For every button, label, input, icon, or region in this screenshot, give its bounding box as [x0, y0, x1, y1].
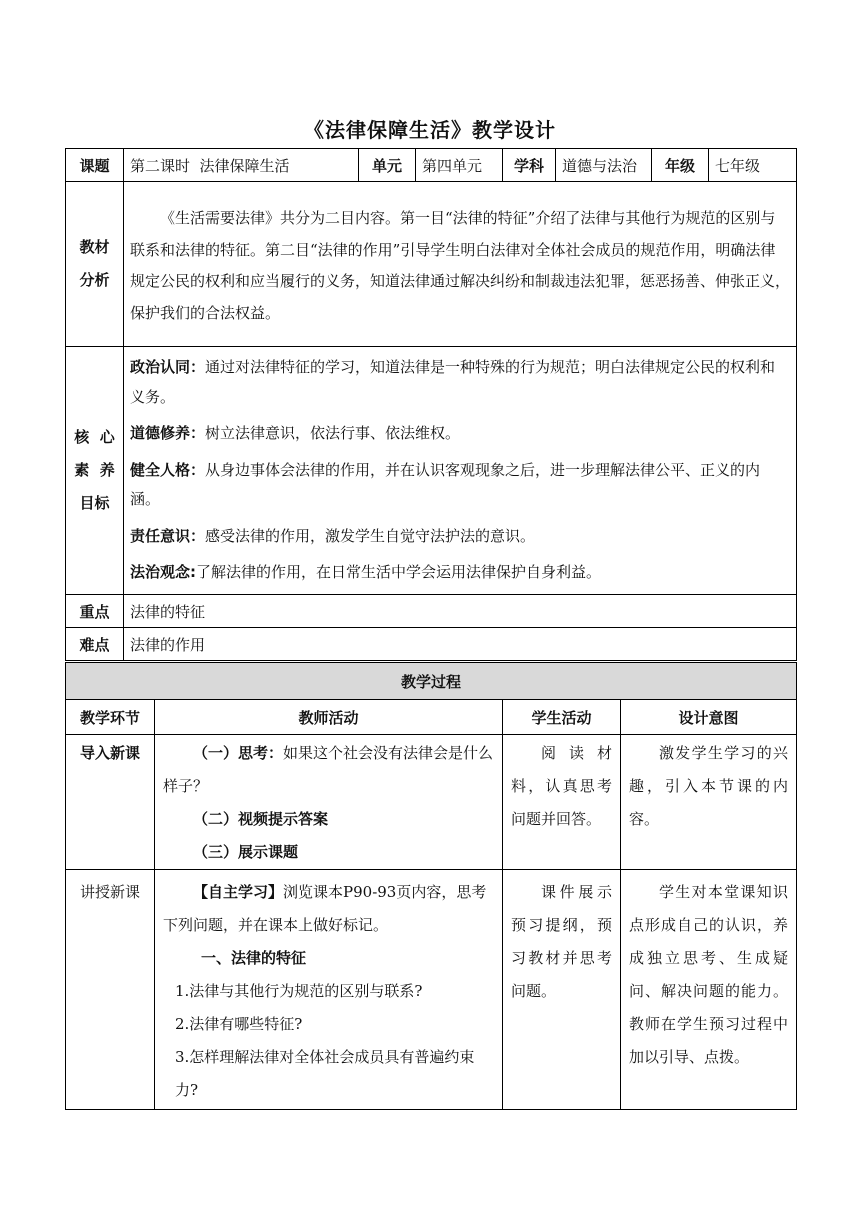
goal-item	[130, 353, 790, 412]
key-point-label: 重点	[66, 595, 124, 628]
grade-label: 年级	[652, 149, 709, 182]
goals-label	[66, 347, 124, 595]
column-header-student: 学生活动	[503, 700, 621, 735]
design-intent-new-lesson: 学生对本堂课知识点形成自己的认识，养成独立思考、生成疑问、解决问题的能力。教师在学生预习过程中加以引导、点拨。	[621, 870, 797, 1110]
section-heading: 一、法律的特征	[201, 949, 307, 967]
goal-key: 责任意识：	[130, 526, 206, 545]
process-columns-row	[66, 700, 797, 735]
key-point-value: 法律的特征	[124, 595, 797, 628]
goal-item	[130, 456, 790, 515]
question-item: 1.法律与其他行为规范的区别与联系?	[175, 982, 423, 1000]
process-heading-row	[66, 663, 797, 700]
teacher-activity-new-lesson	[155, 870, 503, 1110]
goal-text: 从身边事体会法律的作用，并在认识客观现象之后，进一步理解法律公平、正义的内涵。	[130, 460, 761, 509]
goal-item	[130, 558, 790, 588]
goal-text: 感受法律的作用，激发学生自觉守法护法的意识。	[205, 526, 536, 545]
goal-text: 了解法律的作用，在日常生活中学会运用法律保护自身利益。	[196, 563, 602, 582]
column-header-stage: 教学环节	[66, 700, 155, 735]
header-row	[66, 149, 797, 182]
key-point-row	[66, 595, 797, 628]
question-item: 3.怎样理解法律对全体社会成员具有普遍约束力?	[175, 1048, 475, 1099]
stage-new-lesson: 讲授新课	[66, 870, 155, 1110]
goal-key: 道德修养：	[130, 424, 206, 443]
difficulty-value: 法律的作用	[124, 628, 797, 661]
analysis-label-line1: 教材	[79, 238, 110, 256]
analysis-label	[66, 182, 124, 347]
analysis-label-line2: 分析	[79, 271, 110, 289]
teaching-process-table	[65, 662, 797, 1110]
goal-item	[130, 522, 790, 552]
analysis-text: 《生活需要法律》共分为二目内容。第一目“法律的特征”介绍了法律与其他行为规范的区别与联系和法律的特征。第二目“法律的作用”引导学生明白法律对全体社会成员的规范作用，明确法律规定公民的权利和应当履行的义务，知道法律通过解决纠纷和制裁违法犯罪，惩恶扬善、伸张正义，保护我们的合法权益。	[130, 209, 791, 322]
self-study-text: 浏览课本P90-93页内容，思考下列问题，并在课本上做好标记。	[163, 883, 487, 934]
teacher-item-text: 如果这个社会没有法律会是什么样子？	[163, 744, 494, 795]
subject-label: 学科	[503, 149, 556, 182]
column-header-teacher: 教师活动	[155, 700, 503, 735]
goal-text: 通过对法律特征的学习，知道法律是一种特殊的行为规范；明白法律规定公民的权利和义务。	[130, 358, 776, 406]
student-activity-intro: 阅读材料，认真思考问题并回答。	[503, 735, 621, 870]
analysis-cell	[124, 182, 797, 347]
process-row-new-lesson	[66, 870, 797, 1110]
document-title: 《法律保障生活》教学设计	[304, 118, 556, 142]
difficulty-label: 难点	[66, 628, 124, 661]
goal-key: 法治观念:	[130, 563, 196, 582]
teacher-item-heading: （一）思考：	[193, 744, 284, 762]
question-item: 2.法律有哪些特征?	[175, 1015, 303, 1033]
process-heading: 教学过程	[66, 663, 797, 700]
goals-cell	[124, 347, 797, 595]
goals-label-line2: 素 养	[74, 461, 115, 479]
goal-text: 树立法律意识，依法行事、依法维权。	[205, 424, 461, 443]
grade-value: 七年级	[709, 149, 797, 182]
goal-item	[130, 419, 790, 449]
unit-label: 单元	[359, 149, 416, 182]
teacher-item	[163, 737, 494, 803]
lesson-info-table	[65, 148, 797, 661]
course-label: 课题	[66, 149, 124, 182]
student-activity-new-lesson: 课件展示预习提纲，预习教材并思考问题。	[503, 870, 621, 1110]
subject-value: 道德与法治	[556, 149, 652, 182]
unit-value: 第四单元	[416, 149, 503, 182]
difficulty-row	[66, 628, 797, 661]
course-value: 第二课时 法律保障生活	[124, 149, 359, 182]
self-study-tag: 【自主学习】	[193, 883, 284, 901]
teacher-activity-intro	[155, 735, 503, 870]
stage-intro: 导入新课	[66, 735, 155, 870]
process-row-intro	[66, 735, 797, 870]
teacher-intro	[163, 876, 494, 942]
goals-row	[66, 347, 797, 595]
design-intent-intro: 激发学生学习的兴趣，引入本节课的内容。	[621, 735, 797, 870]
teacher-item: （三）展示课题	[193, 843, 299, 861]
column-header-intent: 设计意图	[621, 700, 797, 735]
analysis-row	[66, 182, 797, 347]
teacher-item: （二）视频提示答案	[193, 810, 329, 828]
goal-key: 健全人格：	[130, 460, 206, 479]
goals-label-line3: 目标	[79, 494, 110, 512]
goal-key: 政治认同：	[130, 358, 206, 377]
goals-label-line1: 核 心	[74, 428, 115, 446]
